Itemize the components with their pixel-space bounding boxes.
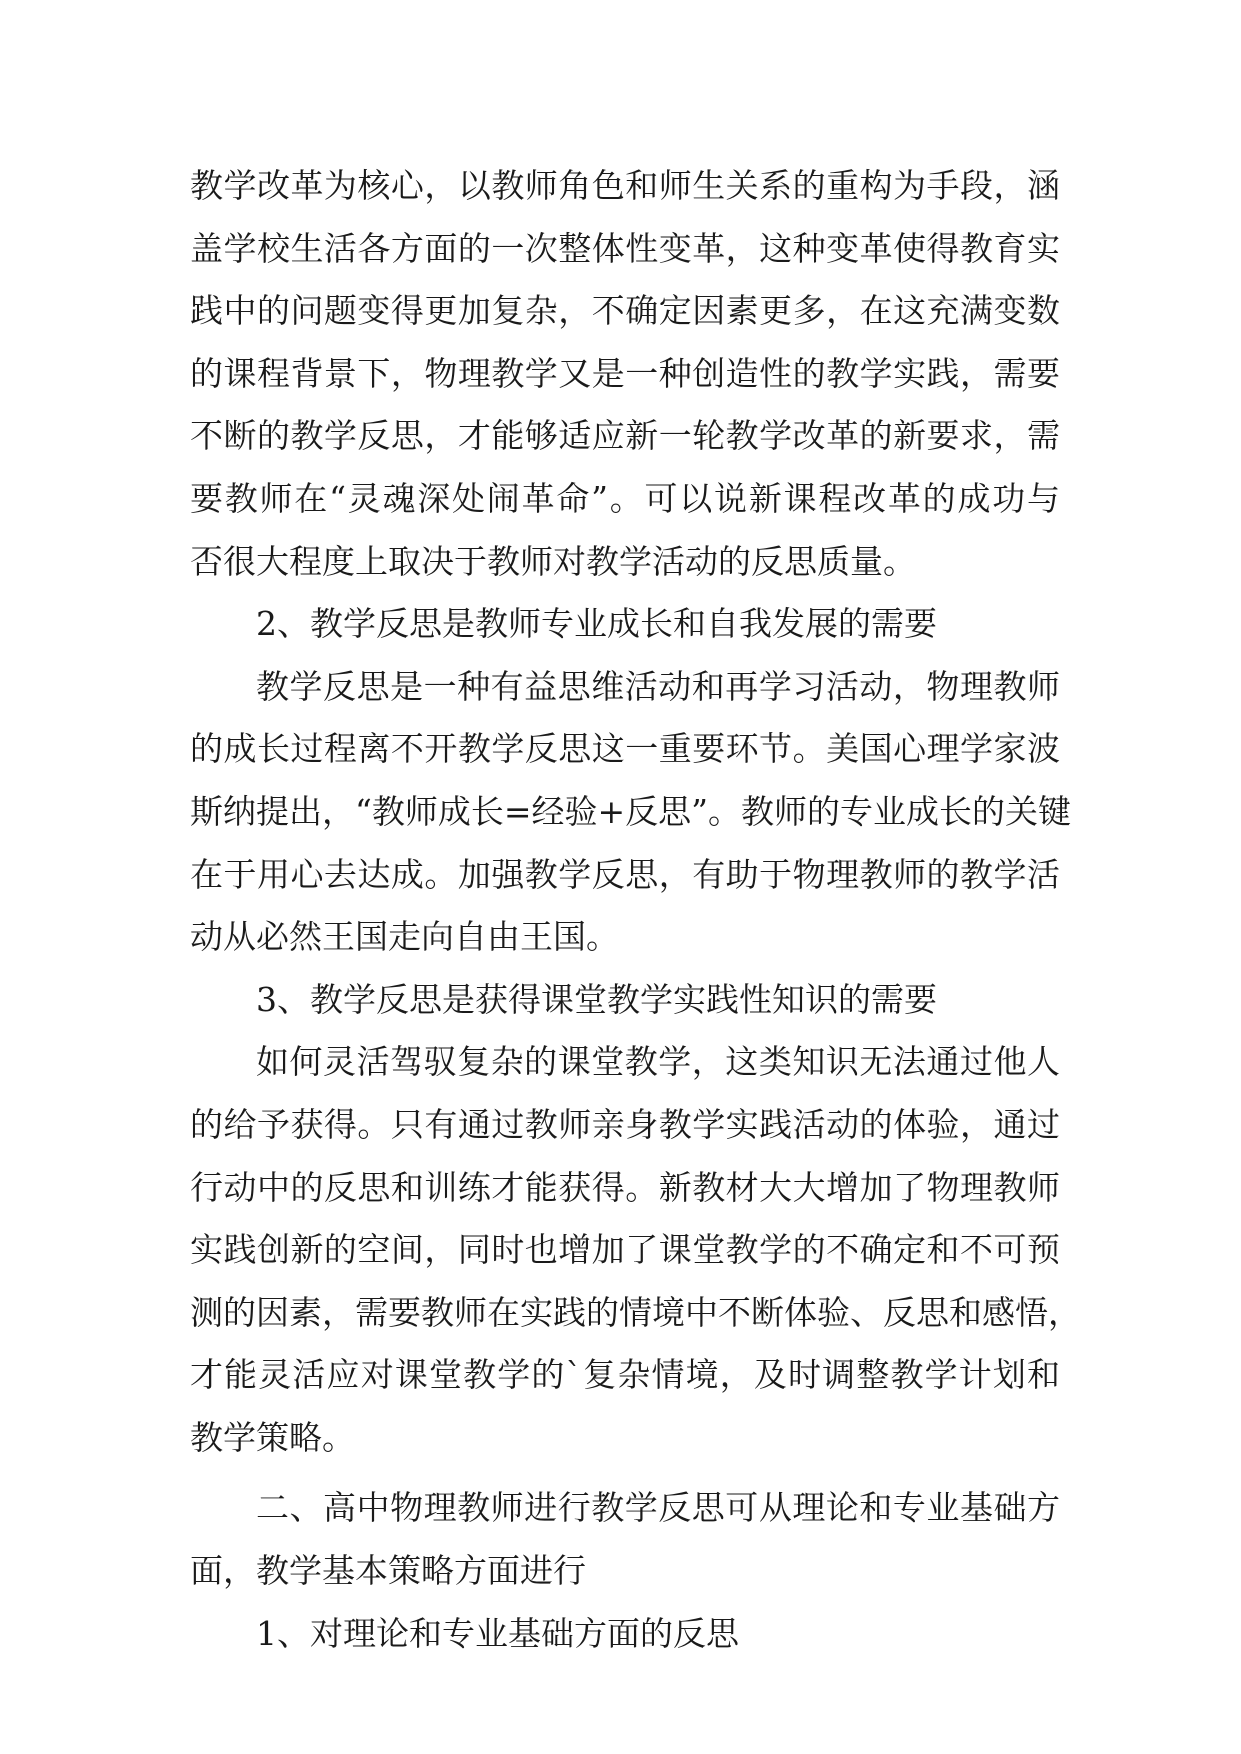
text-line: 教学改革为核心，以教师角色和师生关系的重构为手段，涵 [190,166,1060,205]
document-body [190,155,1081,1665]
paragraph-2 [190,656,1072,969]
text-line: 教学策略。 [190,1417,355,1457]
text-line: 面，教学基本策略方面进行 [190,1551,586,1591]
subheading-3: 3、教学反思是获得课堂教学实践性知识的需要 [256,979,937,1019]
text-line: 践中的问题变得更加复杂，不确定因素更多，在这充满变数 [190,291,1060,331]
text-line: 教学反思是一种有益思维活动和再学习活动，物理教师 [256,666,1060,706]
text-line: 要教师在“灵魂深处闹革命”。可以说新课程改革的成功与 [190,478,1060,518]
text-line: 在于用心去达成。加强教学反思，有助于物理教师的教学活 [190,854,1060,894]
text-line: 的课程背景下，物理教学又是一种创造性的教学实践，需要 [190,353,1060,393]
text-line: 二、高中物理教师进行教学反思可从理论和专业基础方 [256,1488,1060,1528]
text-line: 的给予获得。只有通过教师亲身教学实践活动的体验，通过 [190,1104,1060,1144]
text-line: 的成长过程离不开教学反思这一重要环节。美国心理学家波 [190,729,1060,769]
spacer [190,1469,1060,1477]
paragraph-continued [190,155,1060,593]
text-line: 行动中的反思和训练才能获得。新教材大大增加了物理教师 [190,1167,1060,1207]
text-line: 盖学校生活各方面的一次整体性变革，这种变革使得教育实 [190,228,1060,268]
text-line: 否很大程度上取决于教师对教学活动的反思质量。 [190,541,916,581]
text-line: 如何灵活驾驭复杂的课堂教学，这类知识无法通过他人 [256,1042,1060,1082]
subheading-1: 1、对理论和专业基础方面的反思 [256,1613,739,1653]
paragraph-3 [190,1031,1081,1469]
text-line: 不断的教学反思，才能够适应新一轮教学改革的新要求，需 [190,416,1060,456]
text-line: 才能灵活应对课堂教学的`复杂情境，及时调整教学计划和 [190,1355,1060,1395]
subheading-2: 2、教学反思是教师专业成长和自我发展的需要 [256,604,937,644]
text-line: 动从必然王国走向自由王国。 [190,917,619,957]
text-line: 斯纳提出，“教师成长=经验+反思”。教师的专业成长的关键 [190,791,1072,831]
text-line: 测的因素，需要教师在实践的情境中不断体验、反思和感悟， [190,1292,1081,1332]
text-line: 实践创新的空间，同时也增加了课堂教学的不确定和不可预 [190,1230,1060,1270]
section-heading [190,1477,1060,1602]
